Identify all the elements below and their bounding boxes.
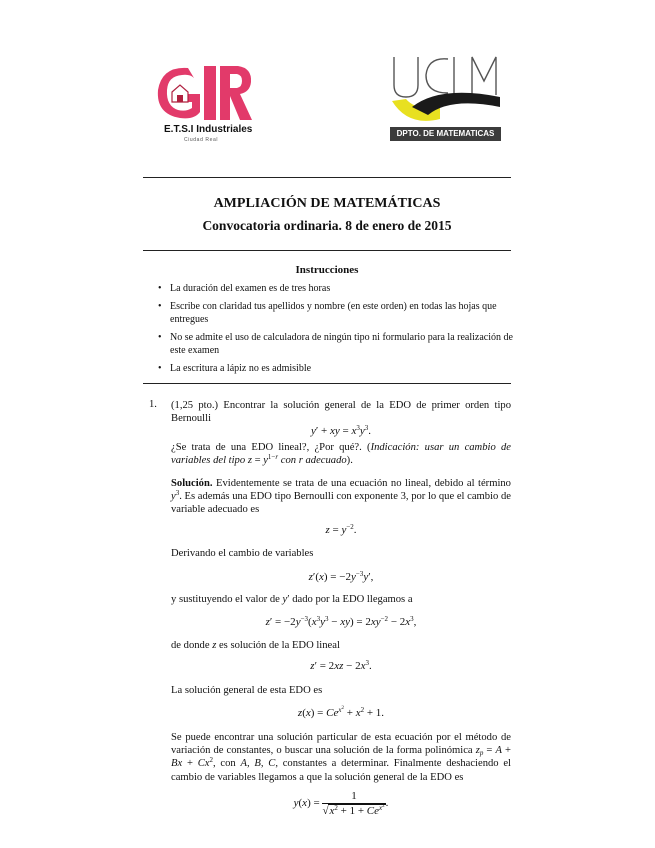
equation-derivative: $z'(x) = -2y^{-3}y'$, [308, 570, 374, 583]
etsi-logo-subcaption: Ciudad Real [184, 137, 219, 143]
solution-p6: Se puede encontrar una solución particular de esta ecuación por el método de variación de constantes, o buscar una solución de la forma polinómica $z_p = A + Bx + Cx^2$, con A, B, C, constantes a determinar. Finalmente deshaciendo el cambio de variables llegamos a que la solución general de la EDO es [171, 732, 511, 783]
solution-p2: Derivando el cambio de variables [171, 548, 314, 559]
uclm-logo-mark [390, 55, 501, 129]
header-top-rule [143, 177, 511, 178]
equation-change-variable: $z = y^{-2}$. [325, 523, 357, 536]
equation-general-z: $z(x) = Ce^{x^2} + x^2 + 1$. [297, 706, 385, 719]
exam-title: AMPLIACIÓN DE MATEMÁTICAS [213, 196, 441, 211]
etsi-logo-mark [150, 58, 255, 130]
solution-p5: La solución general de esta EDO es [171, 685, 323, 696]
solution-p3: y sustituyendo el valor de y′ dado por la EDO llegamos a [171, 594, 413, 605]
bullet-icon: • [158, 283, 162, 294]
etsi-logo-caption: E.T.S.I Industriales [164, 124, 253, 135]
bullet-icon: • [158, 363, 162, 374]
problem-number: 1. [149, 399, 157, 410]
uclm-logo [390, 55, 501, 143]
bullet-icon: • [158, 301, 162, 312]
instruction-item: • La duración del examen es de tres horas [158, 283, 331, 294]
solution-p1: Solución. Evidentemente se trata de una ecuación no lineal, debido al término $y^3$. Es además una EDO tipo Bernoulli con exponente 3, por lo que el cambio de variable adecuado es [171, 478, 511, 516]
equation-final-solution: y(x) = $\frac{1}{√x^2 + 1 + Ce^{x^2}}$ . [293, 790, 389, 817]
instructions-heading: Instrucciones [295, 264, 359, 276]
instruction-item: • Escribe con claridad tus apellidos y nombre (en este orden) en todas las hojas que entregues [158, 301, 497, 325]
header-bottom-rule [143, 250, 511, 251]
equation-substitution: $z' = -2y^{-3}(x^3y^3 - xy) = 2xy^{-2} - 2x^3$, [265, 615, 417, 628]
problem-question: ¿Se trata de una EDO lineal?, ¿Por qué?. (Indicación: usar un cambio de variables del tipo $z = y^{1-r}$ con r adecuado). [171, 442, 511, 467]
solution-p4: de donde z es solución de la EDO lineal [171, 640, 340, 651]
uclm-logo-caption: DPTO. DE MATEMATICAS [396, 129, 495, 138]
problem-statement: (1,25 pto.) Encontrar la solución general de la EDO de primer orden tipo Bernoulli [171, 400, 511, 425]
final-fraction: $\frac{1}{√x^2 + 1 + Ce^{x^2}}$ [322, 790, 385, 817]
instruction-item: • La escritura a lápiz no es admisible [158, 363, 312, 374]
instructions-bottom-rule [143, 383, 511, 384]
bullet-icon: • [158, 332, 162, 343]
equation-linear-edo: $z' = 2xz - 2x^3$. [310, 659, 372, 672]
instruction-item: • No se admite el uso de calculadora de ningún tipo ni formulario para la realización de este examen [158, 332, 513, 356]
equation-bernoulli: y′ + xy = $x^3y^3$. [310, 424, 372, 437]
exam-subtitle: Convocatoria ordinaria. 8 de enero de 2015 [202, 218, 452, 233]
instructions-list [158, 282, 514, 380]
etsi-logo [150, 58, 255, 150]
